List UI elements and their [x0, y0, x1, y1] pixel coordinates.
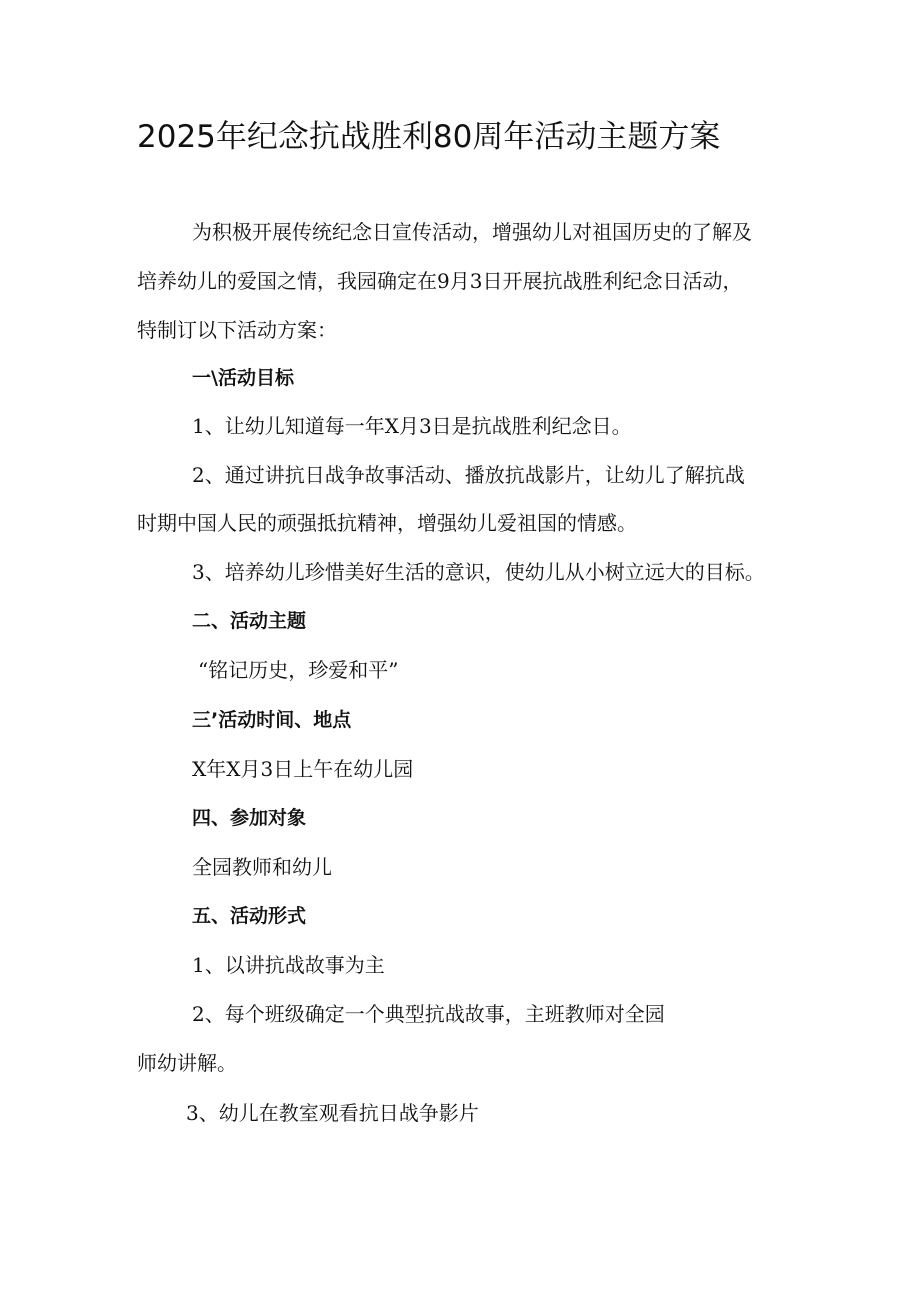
participants-text: 全园教师和幼儿 [192, 855, 332, 879]
section-heading-format: 五、活动形式 [192, 905, 307, 927]
document-title: 2025年纪念抗战胜利80周年活动主题方案 [137, 119, 721, 155]
goal-item-1: 1、让幼儿知道每一年X月3日是抗战胜利纪念日。 [192, 414, 632, 438]
theme-text: “铭记历史，珍爱和平” [198, 658, 399, 682]
format-item-2-line-1: 2、每个班级确定一个典型抗战故事，主班教师对全园 [192, 1002, 665, 1026]
section-heading-time-place: 三’活动时间、地点 [192, 709, 352, 731]
section-heading-goals: 一\活动目标 [192, 367, 294, 389]
intro-line-3: 特制订以下活动方案： [137, 318, 337, 342]
goal-item-2-line-2: 时期中国人民的顽强抵抗精神，增强幼儿爱祖国的情感。 [137, 511, 637, 535]
format-item-1: 1、以讲抗战故事为主 [192, 953, 385, 977]
goal-item-3: 3、培养幼儿珍惜美好生活的意识，使幼儿从小树立远大的目标。 [192, 560, 765, 584]
format-item-3: 3、幼儿在教室观看抗日战争影片 [186, 1101, 479, 1125]
intro-line-2: 培养幼儿的爱国之情，我园确定在9月3日开展抗战胜利纪念日活动， [137, 269, 743, 293]
goal-item-2-line-1: 2、通过讲抗日战争故事活动、播放抗战影片，让幼儿了解抗战 [192, 463, 745, 487]
section-heading-participants: 四、参加对象 [192, 807, 307, 829]
time-place-text: X年X月3日上午在幼儿园 [192, 757, 414, 781]
intro-line-1: 为积极开展传统纪念日宣传活动，增强幼儿对祖国历史的了解及 [192, 220, 752, 244]
format-item-2-line-2: 师幼讲解。 [137, 1051, 237, 1075]
section-heading-theme: 二、活动主题 [192, 610, 307, 632]
